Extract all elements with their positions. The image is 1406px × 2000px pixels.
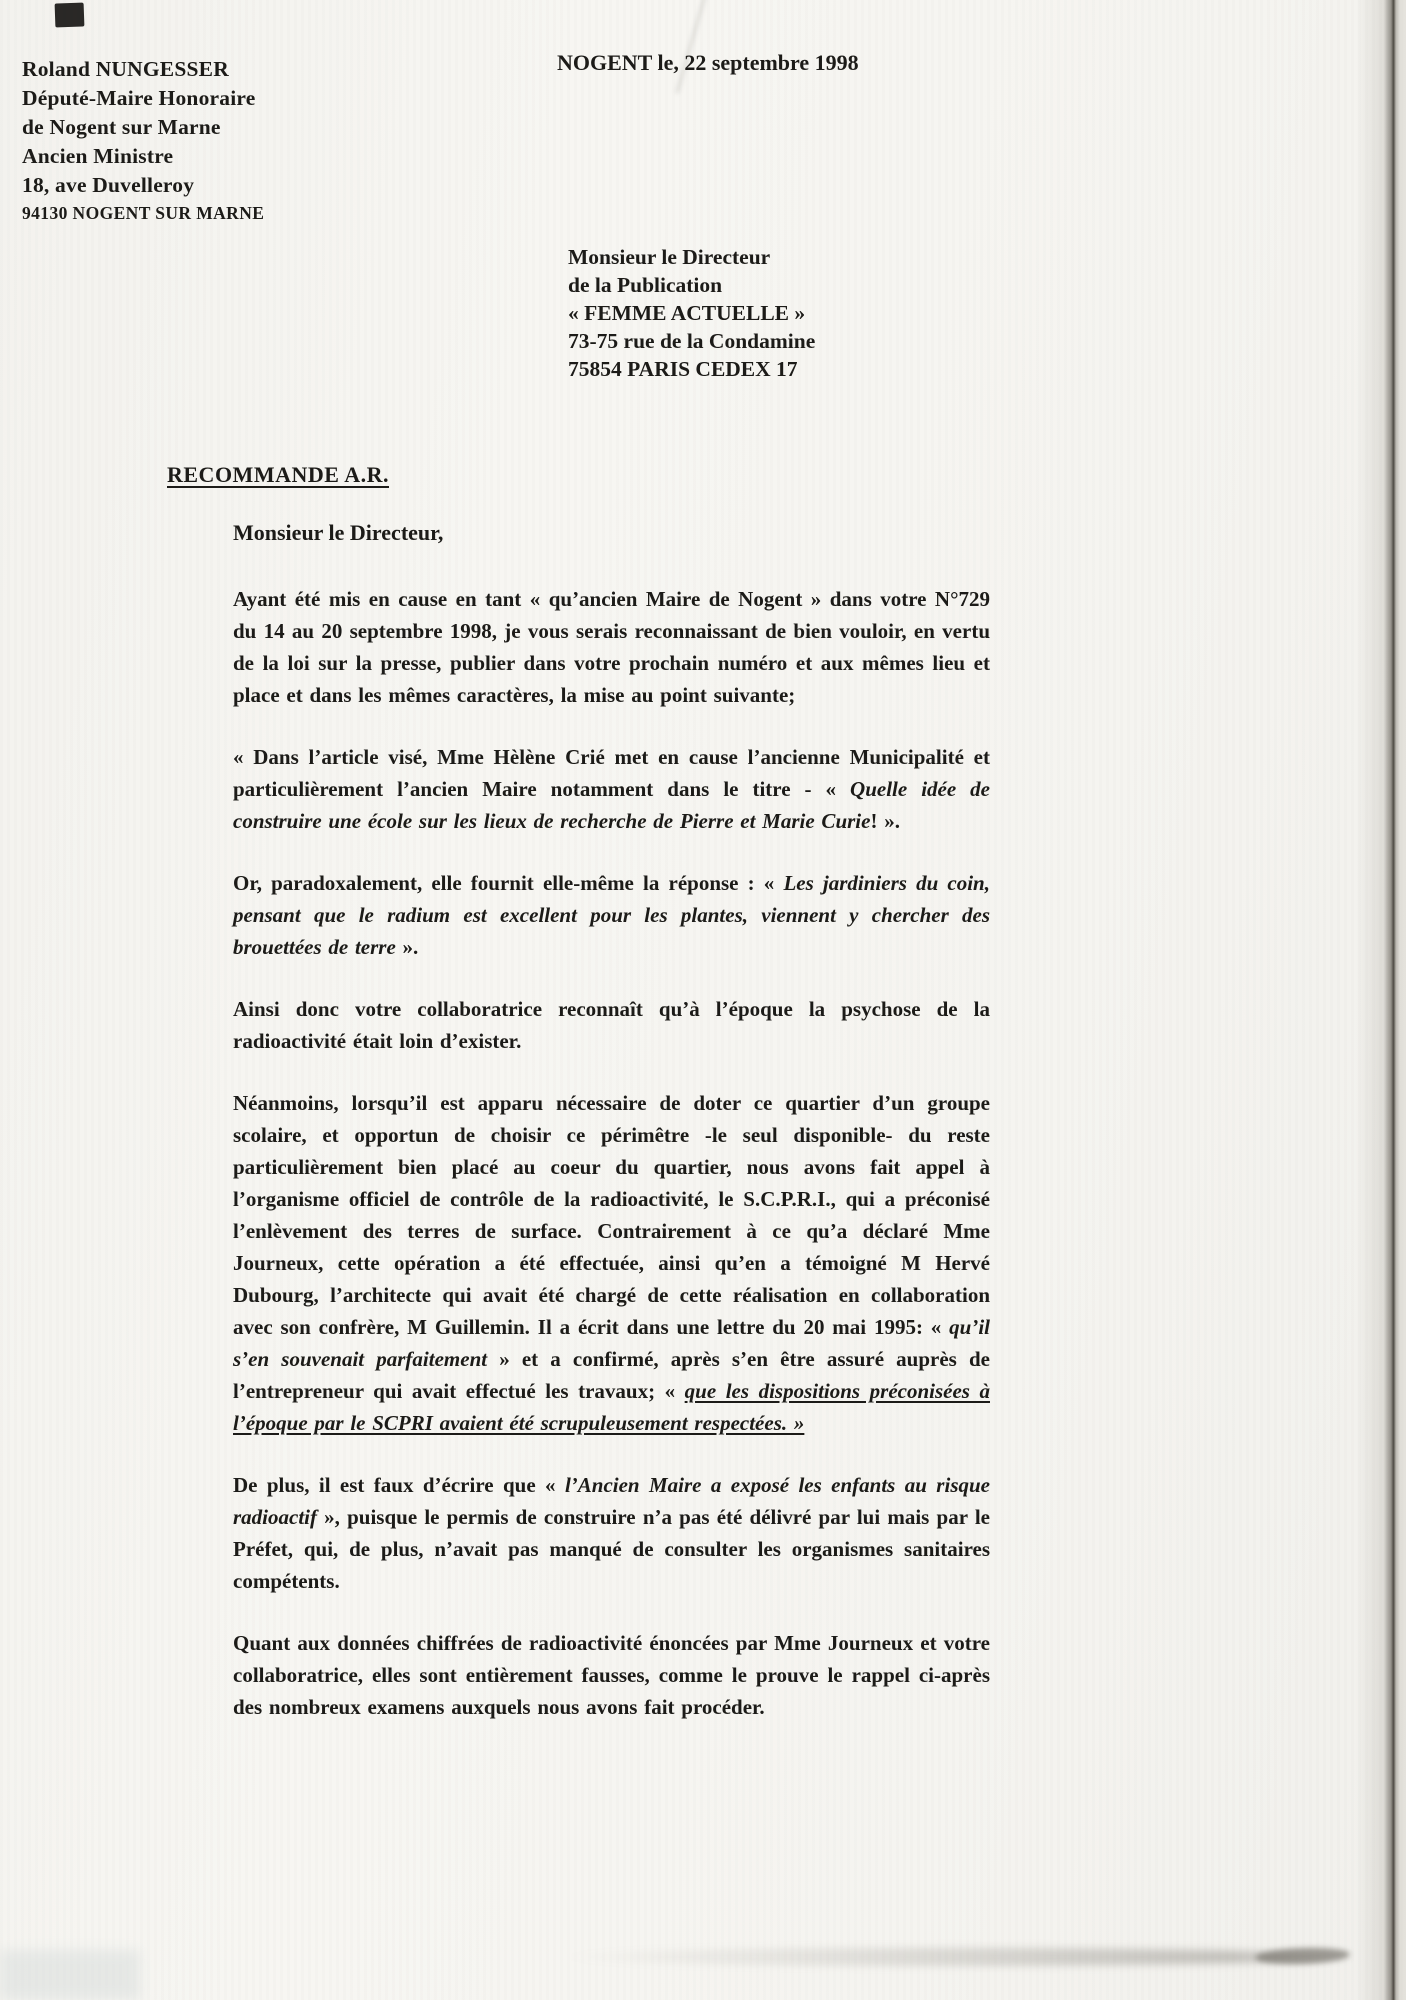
paragraph — [233, 1469, 990, 1597]
scan-corner-mark — [55, 3, 85, 28]
letter-body-paragraphs — [233, 583, 990, 1723]
paragraph — [233, 741, 990, 837]
recipient-line: « FEMME ACTUELLE » — [568, 301, 806, 325]
text-segment: « Dans l’article visé, Mme Hèlène Crié met en cause l’ancienne Municipalité et particulièrement l’ancien Maire notamment dans le titre - « — [233, 745, 990, 801]
letter-body — [233, 517, 990, 1753]
text-segment: Les jardiniers du coin, pensant que le radium est excellent pour les plantes, viennent y chercher des brouettées de terre — [233, 871, 990, 959]
text-segment: Or, paradoxalement, elle fournit elle-même la réponse : « — [233, 871, 784, 895]
scan-bottom-smudge — [560, 1948, 1350, 1966]
sender-title-2: de Nogent sur Marne — [22, 115, 221, 139]
subject-line: RECOMMANDE A.R. — [167, 462, 389, 487]
paper-crease — [676, 0, 708, 93]
text-segment: Ayant été mis en cause en tant « qu’ancien Maire de Nogent » dans votre N°729 du 14 au 20 septembre 1998, je vous serais reconnaissant de bien vouloir, en vertu de la loi sur la presse, publier dans votre prochain numéro et aux mêmes lieu et place et dans les mêmes caractères, la mise au point suivante; — [233, 587, 990, 707]
paragraph — [233, 583, 990, 711]
sender-name: Roland NUNGESSER — [22, 57, 229, 81]
paragraph — [233, 1087, 990, 1439]
sender-street: 18, ave Duvelleroy — [22, 173, 195, 197]
text-segment: qu’il s’en souvenait parfaitement — [233, 1315, 990, 1371]
paragraph — [233, 867, 990, 963]
text-segment: » et a confirmé, après s’en être assuré auprès de l’entrepreneur qui avait effectué les travaux; « — [233, 1347, 990, 1403]
scan-bottom-smudge-dark — [1255, 1946, 1351, 1965]
text-segment: que les dispositions préconisées à l’époque par le SCPRI avaient été scrupuleusement respectées. » — [233, 1379, 990, 1435]
sender-block — [22, 55, 264, 226]
text-segment: Néanmoins, lorsqu’il est apparu nécessaire de doter ce quartier d’un groupe scolaire, et opportun de choisir ce périmêtre -le seul disponible- du reste particulièrement bien placé au coeur du quartier, nous avons fait appel à l’organisme officiel de contrôle de la radioactivité, le S.C.P.R.I., qui a préconisé l’enlèvement des terres de surface. Contrairement à ce qu’a déclaré Mme Journeux, cette opération a été effectuée, ainsi qu’en a témoigné M Hervé Dubourg, l’architecte qui avait été chargé de cette réalisation en collaboration avec son confrère, M Guillemin. Il a écrit dans une lettre du 20 mai 1995: « — [233, 1091, 990, 1339]
text-segment: Quant aux données chiffrées de radioactivité énoncées par Mme Journeux et votre collaboratrice, elles sont entièrement fausses, comme le prouve le rappel ci-après des nombreux examens auxquels nous avons fait procéder. — [233, 1631, 990, 1719]
paragraph — [233, 1627, 990, 1723]
recipient-line: 73-75 rue de la Condamine — [568, 329, 816, 353]
text-segment: ». — [395, 935, 419, 959]
sender-title-3: Ancien Ministre — [22, 144, 174, 168]
sender-title: Député-Maire Honoraire — [22, 86, 256, 110]
recipient-block — [568, 243, 815, 383]
text-segment: Ainsi donc votre collaboratrice reconnaît qu’à l’époque la psychose de la radioactivité était loin d’exister. — [233, 997, 990, 1053]
salutation: Monsieur le Directeur, — [233, 520, 444, 545]
dateline: NOGENT le, 22 septembre 1998 — [557, 50, 859, 75]
scan-bottom-left-tint — [0, 1950, 140, 2000]
text-segment: ! ». — [870, 809, 900, 833]
sender-city: 94130 NOGENT SUR MARNE — [22, 203, 265, 223]
text-segment: », puisque le permis de construire n’a pas été délivré par lui mais par le Préfet, qui, de plus, n’avait pas manqué de consulter les organismes sanitaires compétents. — [233, 1505, 990, 1593]
recipient-line: 75854 PARIS CEDEX 17 — [568, 357, 798, 381]
recipient-line: Monsieur le Directeur — [568, 245, 771, 269]
scan-right-edge-shadow — [1356, 0, 1406, 2000]
text-segment: Quelle idée de construire une école sur les lieux de recherche de Pierre et Marie Curie — [233, 777, 990, 833]
paragraph — [233, 993, 990, 1057]
text-segment: De plus, il est faux d’écrire que « — [233, 1473, 565, 1497]
text-segment: l’Ancien Maire a exposé les enfants au risque radioactif — [233, 1473, 990, 1529]
recipient-line: de la Publication — [568, 273, 723, 297]
